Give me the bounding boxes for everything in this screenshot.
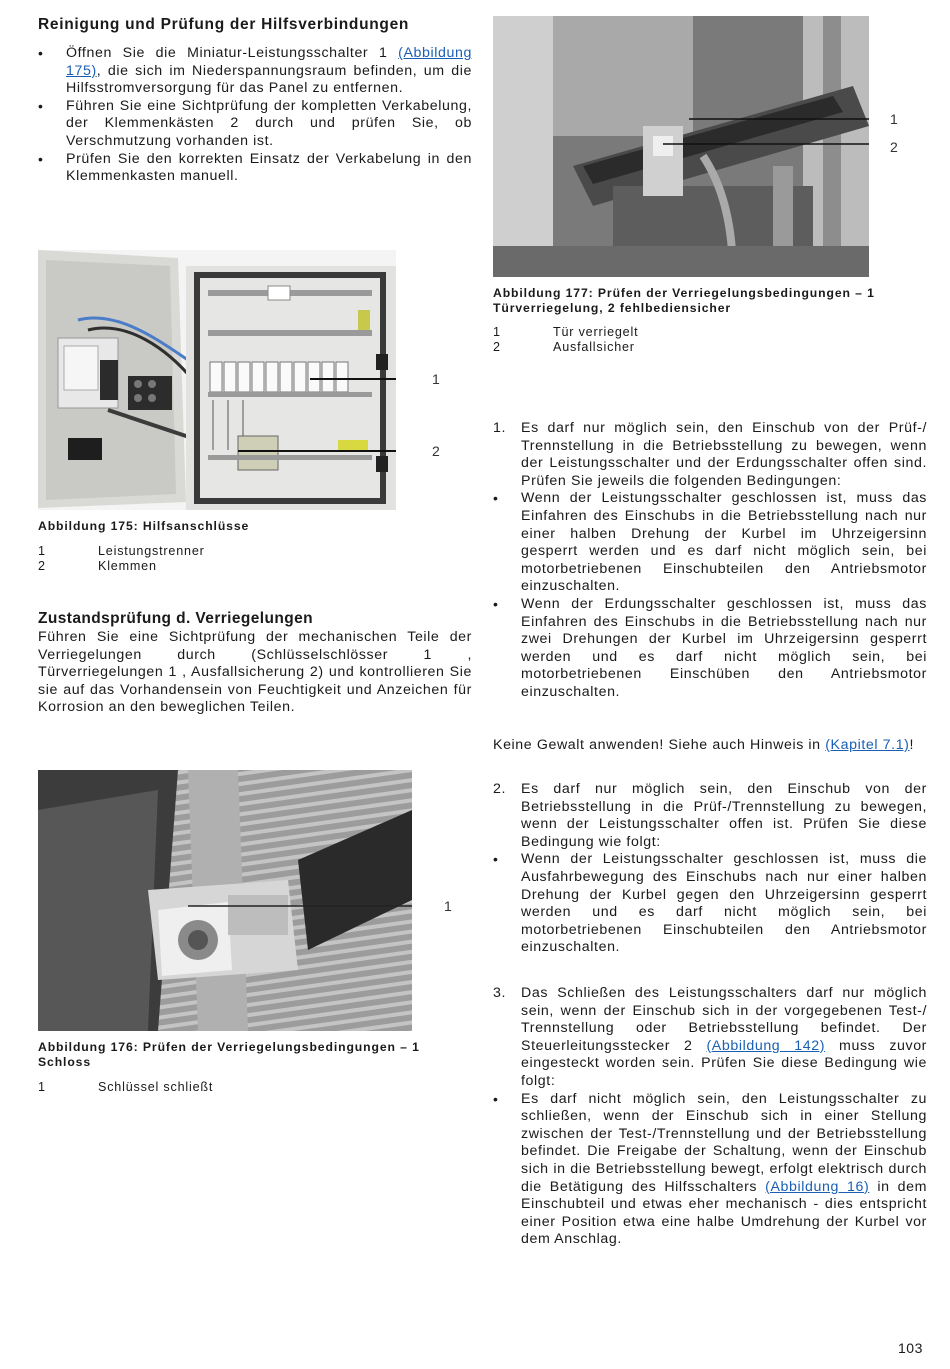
list-item: • Prüfen Sie den korrekten Einsatz der Verkabelung in den Klemmenkasten manuell.	[38, 151, 472, 186]
list-item: • Es darf nicht möglich sein, den Leistungsschalter zu schließen, wenn der Einschub sich in einer Stellung zwischen der Test-/Trennstellung und der Betriebsstellung befindet. Die Freigabe der Schaltung, wenn der Einschub sich in die Betriebsstellung bewegt, erfolgt elektrisch durch die Betätigung des Hilfsschalters (Abbildung 16) in dem Einschubteil und etwas eher mechanisch - dies entspricht einer Position etwa eine halbe Umdrehung der Kurbel vor dem Anschlag.	[493, 1091, 927, 1249]
callout-1: 1	[890, 111, 899, 127]
step-1-checks	[493, 490, 927, 701]
legend-row: 2 Klemmen	[38, 559, 157, 573]
list-item: • Führen Sie eine Sichtprüfung der kompletten Verkabelung, der Klemmenkästen 2 durch und prüfen Sie, ob Verschmutzung vorhanden ist.	[38, 98, 472, 151]
figure-177-caption: Abbildung 177: Prüfen der Verriegelungsbedingungen – 1 Türverriegelung, 2 fehlbediensicher	[493, 286, 875, 315]
section-title-cleaning: Reinigung und Prüfung der Hilfsverbindungen	[38, 16, 410, 33]
numbered-item: 1. Es darf nur möglich sein, den Einschub von der Prüf-/ Trennstellung in die Betriebsstellung zu bewegen, wenn der Leistungsschalter und der Erdungsschalter offen sind. Prüfen Sie jeweils die folgenden Bedingungen:	[493, 420, 927, 489]
figure-176-caption: Abbildung 176: Prüfen der Verriegelungsbedingungen – 1 Schloss	[38, 1040, 420, 1069]
link-abbildung-175[interactable]: (Abbildung 175)	[66, 45, 472, 79]
step-3	[493, 985, 927, 1249]
figure-175-photo	[38, 250, 396, 510]
numbered-item: 2. Es darf nur möglich sein, den Einschub von der Betriebsstellung in die Prüf-/Trennstellung zu bewegen, wenn der Leistungsschalter offen ist. Prüfen Sie diese Bedingung wie folgt:	[493, 781, 927, 850]
list-item: • Öffnen Sie die Miniatur-Leistungsschalter 1 (Abbildung 175), die sich im Niederspannungsraum befinden, um die Hilfsstromversorgung für das Panel zu entfernen.	[38, 45, 472, 98]
link-kapitel-7-1[interactable]: (Kapitel 7.1)	[825, 737, 910, 753]
legend-row: 2 Ausfallsicher	[493, 340, 635, 354]
legend-row: 1 Leistungstrenner	[38, 544, 205, 558]
legend-row: 1 Schlüssel schließt	[38, 1080, 214, 1094]
step-2	[493, 781, 927, 957]
figure-177-photo	[493, 16, 869, 277]
cleaning-steps	[38, 45, 472, 186]
step-1	[493, 420, 927, 702]
link-abbildung-16[interactable]: (Abbildung 16)	[765, 1178, 870, 1195]
warning-note: Keine Gewalt anwenden! Siehe auch Hinweis in (Kapitel 7.1)!	[493, 737, 915, 753]
figure-175-caption: Abbildung 175: Hilfsanschlüsse	[38, 519, 250, 533]
figure-176-photo	[38, 770, 412, 1031]
callout-2: 2	[890, 139, 899, 155]
figure-175-legend	[38, 544, 205, 574]
figure-176-legend	[38, 1080, 213, 1095]
list-item: • Wenn der Leistungsschalter geschlossen ist, muss die Ausfahrbewegung des Einschubs nach nur einer halben Drehung der Kurbel gegen den Uhrzeigersinn gesperrt werden und es darf nicht möglich sein, bei motorbetriebenen Einschubteilen den Antriebsmotor einzuschalten.	[493, 851, 927, 957]
step-3-checks	[493, 1091, 927, 1249]
list-item: • Wenn der Erdungsschalter geschlossen ist, muss das Einfahren des Einschubs in die Betriebsstellung nach nur zwei Drehungen der Kurbel im Uhrzeigersinn gesperrt werden und es darf nicht möglich sein, bei motorbetriebenen Einschüben den Antriebsmotor einzuschalten.	[493, 596, 927, 702]
list-item: • Wenn der Leistungsschalter geschlossen ist, muss das Einfahren des Einschubs in die Betriebsstellung nach nur einer halben Drehung der Kurbel im Uhrzeigersinn gesperrt werden und es darf nicht möglich sein, bei motorbetriebenen Einschubteilen den Antriebsmotor einzuschalten.	[493, 490, 927, 596]
step-2-checks	[493, 851, 927, 957]
link-abbildung-142[interactable]: (Abbildung 142)	[706, 1037, 826, 1054]
callout-1: 1	[444, 898, 453, 914]
legend-row: 1 Tür verriegelt	[493, 325, 639, 339]
page-number: 103	[898, 1340, 923, 1356]
callout-2: 2	[432, 443, 441, 459]
figure-177-legend	[493, 325, 638, 355]
section-title-interlocks: Zustandsprüfung d. Verriegelungen	[38, 610, 313, 627]
numbered-item: 3. Das Schließen des Leistungsschalters darf nur möglich sein, wenn der Einschub sich in der vorgegebenen Test-/ Trennstellung oder Betriebsstellung befindet. Der Steuerleitungsstecker 2 (Abbildung 142) muss zuvor eingesteckt worden sein. Prüfen Sie diese Bedingung wie folgt:	[493, 985, 928, 1089]
callout-1: 1	[432, 371, 441, 387]
interlocks-paragraph: Führen Sie eine Sichtprüfung der mechanischen Teile der Verriegelungen durch (Schlüsselschlösser 1 , Türverriegelungen 1 , Ausfallsicherung 2) und kontrollieren Sie sie auf das Vorhandensein von Feuchtigkeit und Anzeichen für Korrosion an den beweglichen Teilen.	[38, 629, 472, 716]
